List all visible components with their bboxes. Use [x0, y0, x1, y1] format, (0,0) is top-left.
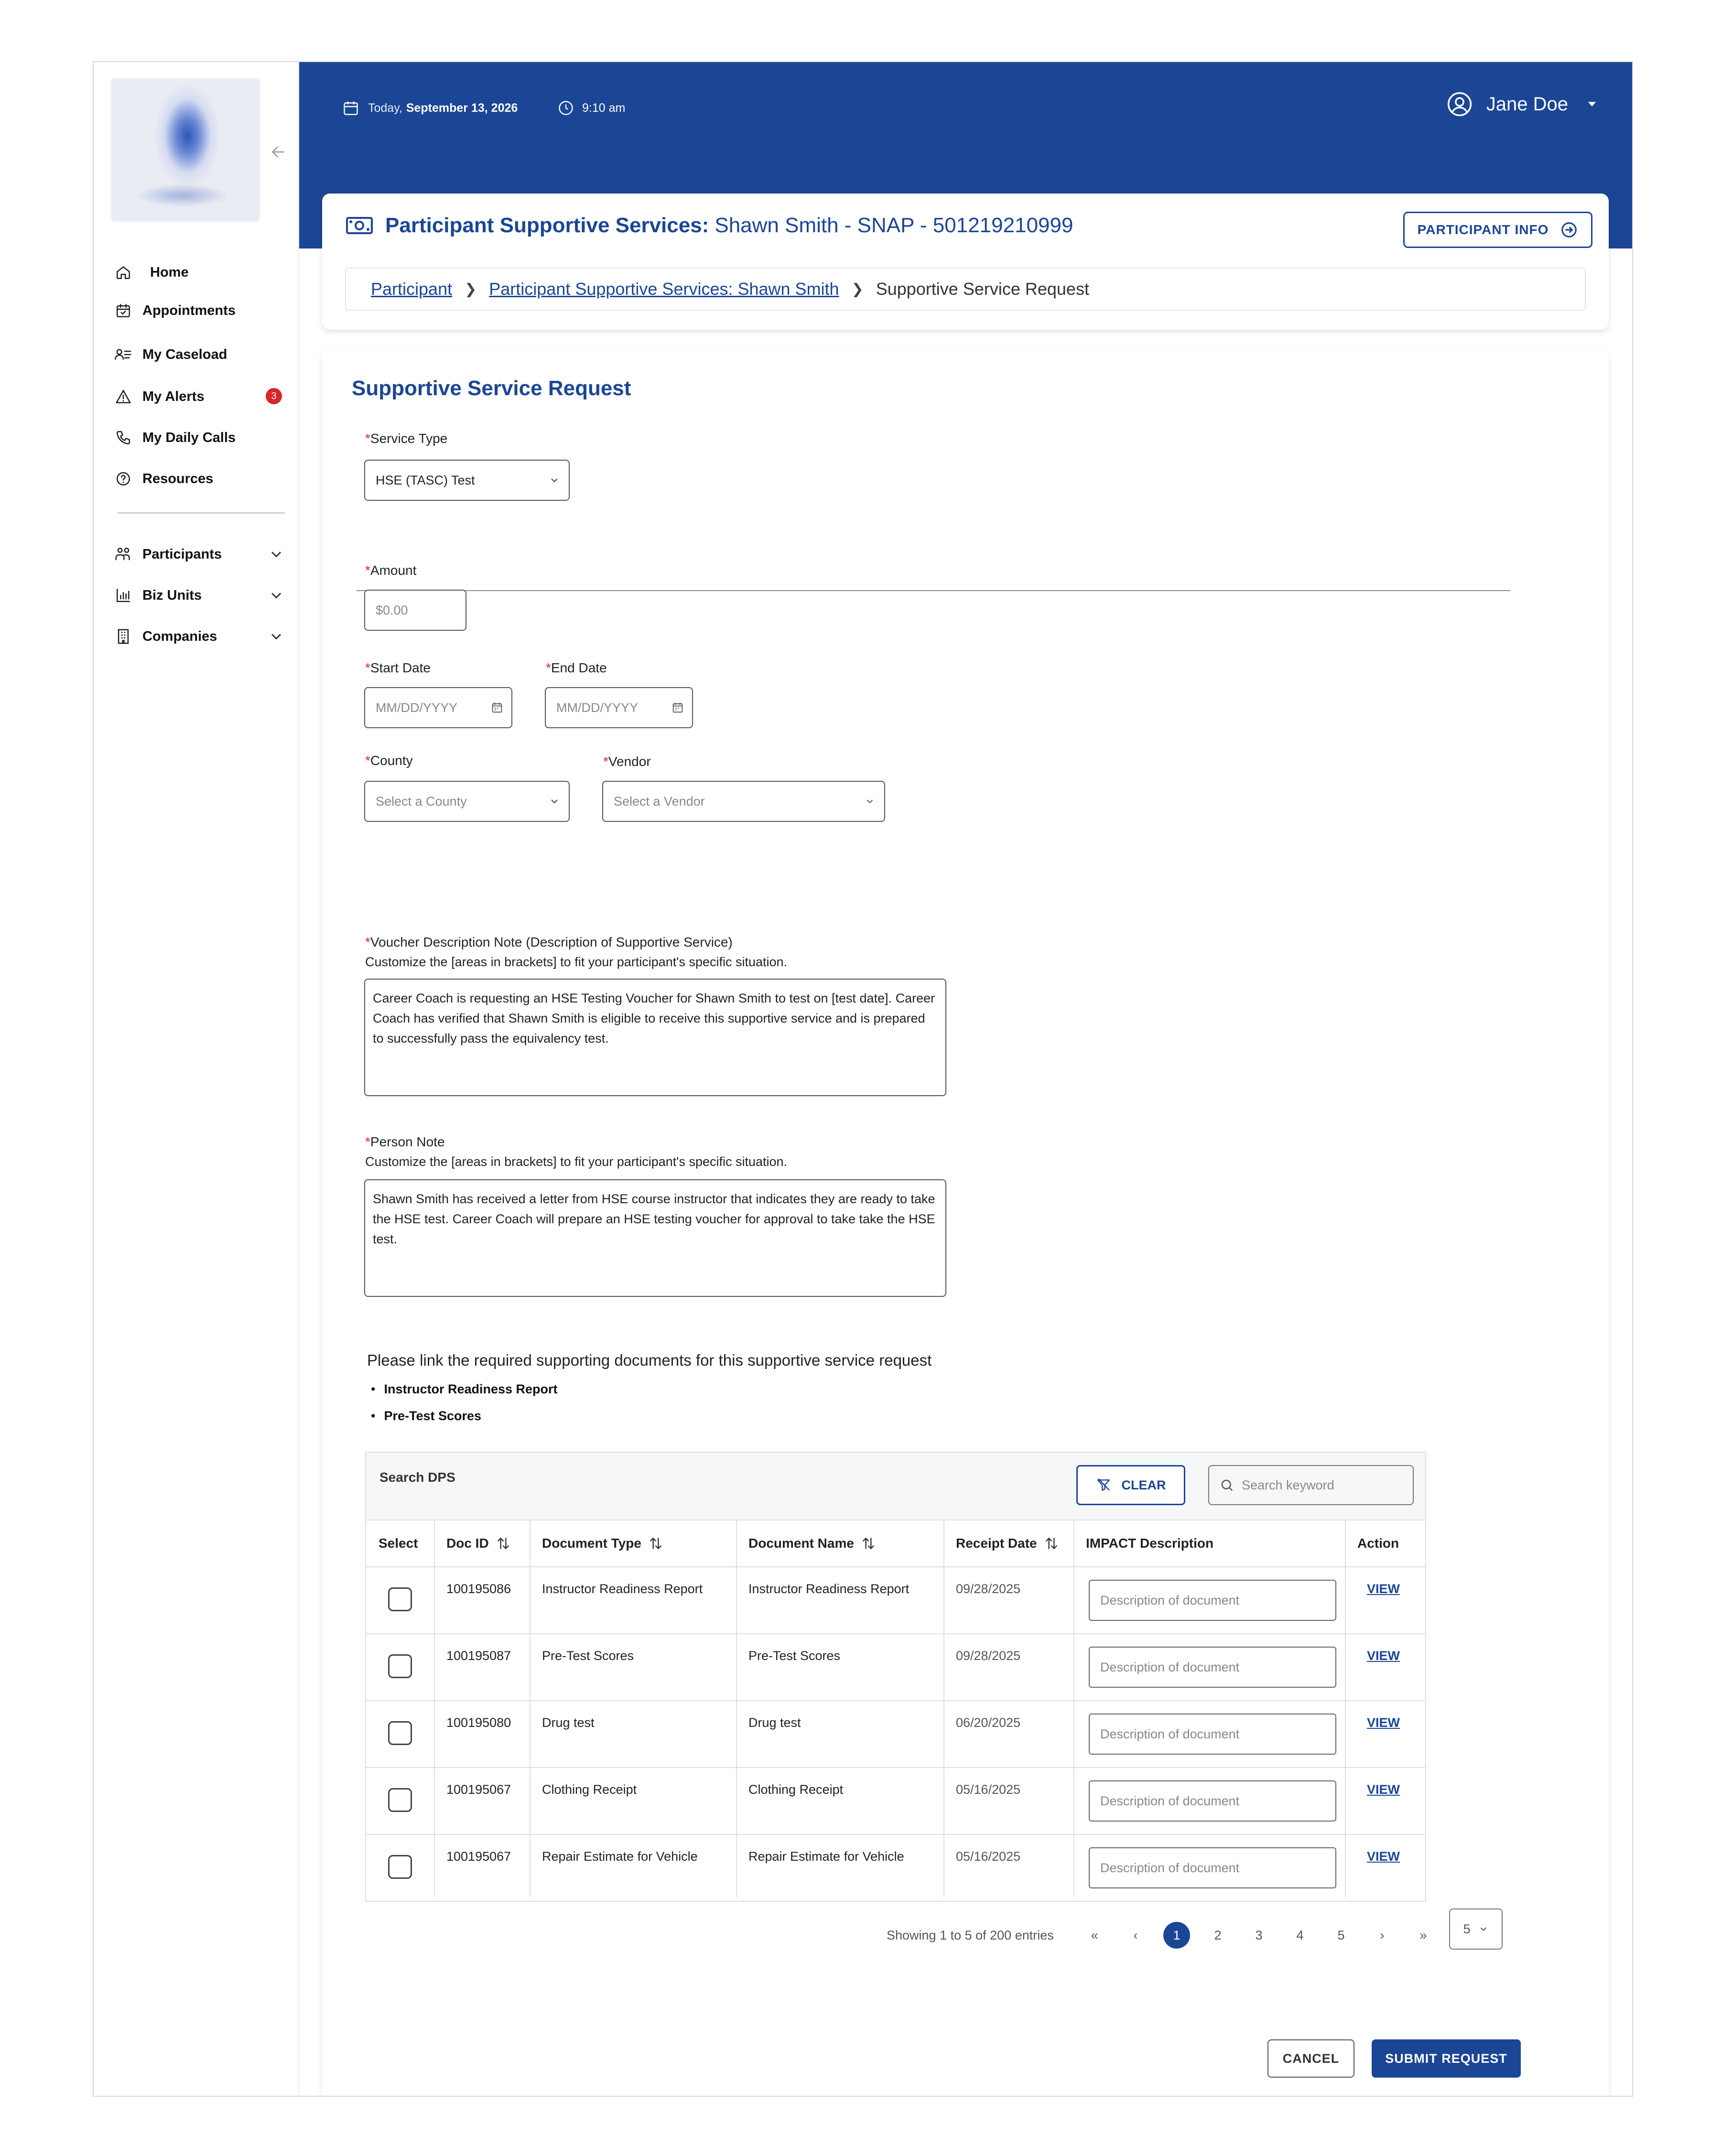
collapse-sidebar-icon[interactable] [269, 142, 288, 162]
sidebar-item-label: Participants [142, 546, 222, 562]
clear-filters-button[interactable] [1076, 1465, 1185, 1505]
column-header-select: Select [379, 1536, 418, 1551]
building-icon [113, 626, 134, 647]
sort-icon [496, 1536, 511, 1551]
last-page-icon[interactable]: » [1419, 1928, 1427, 1942]
start-date-placeholder: MM/DD/YYYY [376, 700, 458, 715]
start-date-label: *Start Date [365, 660, 431, 675]
column-header-receipt-date[interactable]: Receipt Date [943, 1520, 1073, 1566]
cell-doc-id: 100195067 [446, 1849, 511, 1864]
chevron-right-icon: ❯ [851, 281, 864, 297]
cell-document-type: Pre-Test Scores [542, 1649, 634, 1663]
clear-label: CLEAR [1121, 1477, 1166, 1492]
column-divider [434, 1520, 435, 1897]
cell-doc-id: 100195087 [446, 1649, 511, 1663]
column-divider [943, 1520, 944, 1897]
sidebar-item-appointments[interactable] [113, 296, 285, 325]
cell-document-type: Instructor Readiness Report [542, 1582, 703, 1596]
next-page-icon[interactable]: › [1380, 1928, 1385, 1942]
column-divider [1345, 1520, 1346, 1897]
time-value: 9:10 am [582, 101, 626, 115]
caseload-icon [113, 344, 134, 365]
person-note-label: *Person Note [365, 1134, 445, 1149]
cancel-button[interactable]: CANCEL [1267, 2039, 1354, 2078]
table-toolbar [366, 1453, 1425, 1520]
column-divider [530, 1520, 531, 1897]
amount-label: *Amount [365, 563, 417, 578]
cell-doc-id: 100195080 [446, 1715, 511, 1730]
column-divider [1073, 1520, 1074, 1897]
cell-receipt-date: 06/20/2025 [956, 1715, 1021, 1730]
vendor-label: *Vendor [603, 754, 651, 769]
vendor-placeholder: Select a Vendor [614, 794, 705, 808]
breadcrumb-current: Supportive Service Request [876, 279, 1089, 299]
current-date [342, 99, 518, 117]
calendar-icon[interactable] [483, 701, 511, 714]
first-page-icon[interactable]: « [1091, 1928, 1098, 1942]
sidebar-item-my-caseload[interactable] [113, 340, 285, 369]
view-document-link[interactable]: VIEW [1367, 1782, 1400, 1797]
chevron-down-icon [856, 796, 884, 807]
current-time [557, 99, 625, 117]
bar-chart-icon [113, 585, 134, 606]
calendar-check-icon [113, 300, 134, 321]
service-type-select[interactable] [364, 460, 570, 501]
sidebar-divider [118, 512, 285, 514]
organization-logo [111, 78, 260, 222]
table-row [366, 1701, 1425, 1768]
cell-receipt-date: 05/16/2025 [956, 1782, 1021, 1797]
sidebar-item-label: Biz Units [142, 587, 202, 603]
page-5[interactable]: 5 [1337, 1928, 1345, 1942]
submit-request-button[interactable]: SUBMIT REQUEST [1372, 2039, 1521, 2078]
description-input[interactable]: Description of document [1089, 1580, 1336, 1621]
cell-doc-id: 100195086 [446, 1582, 511, 1596]
person-note-textarea[interactable]: Shawn Smith has received a letter from HSE course instructor that indicates they are ready to take the HSE test. Career Coach will prepare an HSE testing voucher for approval to take take the HSE test. [364, 1179, 946, 1297]
end-date-input[interactable] [545, 687, 693, 728]
sidebar [94, 62, 299, 2096]
cell-document-name: Drug test [748, 1715, 801, 1730]
table-row [366, 1768, 1425, 1835]
breadcrumb-supportive-services[interactable]: Participant Supportive Services: Shawn Smith [489, 279, 839, 299]
chevron-down-icon [540, 796, 569, 807]
sidebar-item-label: My Alerts [142, 388, 205, 404]
sidebar-item-label: My Daily Calls [142, 430, 236, 445]
description-input[interactable]: Description of document [1089, 1780, 1336, 1822]
sort-icon [648, 1536, 663, 1551]
breadcrumb-participant[interactable]: Participant [371, 279, 453, 299]
prev-page-icon[interactable]: ‹ [1133, 1928, 1138, 1942]
calendar-icon[interactable] [663, 701, 692, 714]
search-icon [1220, 1478, 1234, 1492]
table-row [366, 1567, 1425, 1634]
search-placeholder: Search keyword [1242, 1477, 1334, 1492]
service-request-form [322, 349, 1609, 2097]
page-size-select[interactable] [1449, 1908, 1503, 1950]
sidebar-item-label: My Caseload [142, 346, 227, 362]
column-divider [736, 1520, 737, 1897]
page-title [346, 214, 1073, 237]
page-4[interactable]: 4 [1296, 1928, 1304, 1942]
sidebar-item-home[interactable] [113, 258, 285, 287]
chevron-down-icon[interactable] [1585, 97, 1599, 111]
user-name: Jane Doe [1486, 93, 1568, 115]
participant-header-card [322, 194, 1609, 330]
cell-document-name: Pre-Test Scores [748, 1649, 841, 1663]
cell-document-name: Repair Estimate for Vehicle [748, 1849, 904, 1864]
view-document-link[interactable]: VIEW [1367, 1715, 1400, 1730]
description-input[interactable]: Description of document [1089, 1714, 1336, 1755]
sidebar-item-my-alerts[interactable] [113, 382, 285, 411]
page-1[interactable]: 1 [1163, 1922, 1190, 1949]
chevron-right-icon: ❯ [465, 281, 477, 297]
alert-triangle-icon [113, 386, 134, 407]
table-body [366, 1567, 1425, 1901]
column-header-document-name[interactable]: Document Name [736, 1520, 943, 1566]
sidebar-item-companies[interactable] [113, 622, 285, 651]
dps-documents-table [365, 1452, 1426, 1902]
voucher-description-textarea[interactable]: Career Coach is requesting an HSE Testing Voucher for Shawn Smith to test on [test date]. Career Coach has verified that Shawn Smith is eligible to receive this supportive service and is prepared to successfully pass the equivalency test. [364, 979, 946, 1096]
participant-info-label: PARTICIPANT INFO [1417, 222, 1549, 237]
sidebar-item-resources[interactable] [113, 464, 285, 493]
chevron-down-icon[interactable] [268, 628, 285, 645]
start-date-input[interactable] [364, 687, 512, 728]
required-doc-item: • Instructor Readiness Report [371, 1382, 558, 1397]
row-select-checkbox[interactable] [388, 1721, 412, 1745]
column-header-action: Action [1357, 1536, 1399, 1551]
row-select-checkbox[interactable] [388, 1654, 412, 1678]
view-document-link[interactable]: VIEW [1367, 1849, 1400, 1864]
amount-input[interactable] [364, 590, 466, 631]
column-header-impact-description: IMPACT Description [1086, 1536, 1214, 1551]
chevron-down-icon [540, 474, 569, 486]
chevron-down-icon [1478, 1924, 1489, 1934]
service-type-label: *Service Type [365, 431, 448, 446]
required-doc-item: • Pre-Test Scores [371, 1409, 481, 1423]
chevron-down-icon[interactable] [268, 546, 285, 563]
cell-document-type: Clothing Receipt [542, 1782, 637, 1797]
column-header-document-type[interactable]: Document Type [530, 1520, 736, 1566]
pagination-summary: Showing 1 to 5 of 200 entries [887, 1928, 1054, 1942]
voucher-label: *Voucher Description Note (Description of Supportive Service) [365, 935, 733, 949]
vendor-select[interactable] [602, 781, 885, 822]
search-input[interactable] [1208, 1465, 1414, 1505]
sidebar-item-label: Home [150, 264, 189, 280]
cell-receipt-date: 09/28/2025 [956, 1582, 1021, 1596]
cell-document-name: Instructor Readiness Report [748, 1582, 910, 1596]
service-type-value: HSE (TASC) Test [376, 473, 475, 487]
cell-receipt-date: 05/16/2025 [956, 1849, 1021, 1864]
page-2[interactable]: 2 [1214, 1928, 1222, 1942]
row-select-checkbox[interactable] [388, 1587, 412, 1611]
county-select[interactable] [364, 781, 570, 822]
alerts-count-badge: 3 [266, 388, 282, 404]
county-placeholder: Select a County [376, 794, 467, 808]
row-select-checkbox[interactable] [388, 1788, 412, 1812]
view-document-link[interactable]: VIEW [1367, 1649, 1400, 1663]
sidebar-item-participants[interactable] [113, 540, 285, 569]
table-header [366, 1520, 1425, 1567]
cell-doc-id: 100195067 [446, 1782, 511, 1797]
row-select-checkbox[interactable] [388, 1855, 412, 1879]
voucher-helper-text: Customize the [areas in brackets] to fit your participant's specific situation. [365, 955, 788, 969]
county-label: *County [365, 753, 413, 768]
column-header-doc-id[interactable]: Doc ID [434, 1520, 530, 1566]
sort-icon [1044, 1536, 1059, 1551]
people-icon [113, 544, 134, 565]
end-date-label: *End Date [546, 660, 607, 675]
sidebar-item-label: Appointments [142, 302, 236, 318]
clock-icon [557, 99, 574, 117]
page-title-bold: Participant Supportive Services: [385, 214, 709, 237]
user-menu[interactable] [1446, 91, 1599, 118]
date-value: September 13, 2026 [406, 101, 518, 115]
sidebar-item-label: Resources [142, 471, 214, 486]
page-size-value: 5 [1463, 1921, 1471, 1936]
end-date-placeholder: MM/DD/YYYY [556, 700, 639, 715]
phone-icon [113, 427, 134, 448]
sidebar-item-my-daily-calls[interactable] [113, 423, 285, 452]
cell-document-type: Drug test [542, 1715, 595, 1730]
section-divider [357, 590, 1510, 591]
user-avatar-icon [1446, 91, 1473, 118]
filter-clear-icon [1096, 1477, 1111, 1493]
description-input[interactable]: Description of document [1089, 1847, 1336, 1888]
person-note-helper-text: Customize the [areas in brackets] to fit your participant's specific situation. [365, 1154, 788, 1169]
help-circle-icon [113, 468, 134, 489]
cell-receipt-date: 09/28/2025 [956, 1649, 1021, 1663]
page-title-participant: Shawn Smith - SNAP - 501219210999 [715, 214, 1073, 237]
cell-document-type: Repair Estimate for Vehicle [542, 1849, 698, 1864]
today-label: Today, [368, 101, 402, 115]
sidebar-item-label: Companies [142, 628, 217, 644]
app-window [93, 61, 1633, 2097]
chevron-down-icon[interactable] [268, 587, 285, 604]
description-input[interactable]: Description of document [1089, 1647, 1336, 1688]
table-row [366, 1634, 1425, 1701]
arrow-circle-right-icon [1560, 221, 1578, 239]
money-icon [346, 216, 373, 235]
table-row [366, 1835, 1425, 1901]
sort-icon [861, 1536, 876, 1551]
page-3[interactable]: 3 [1255, 1928, 1263, 1942]
view-document-link[interactable]: VIEW [1367, 1582, 1400, 1596]
form-title: Supportive Service Request [352, 377, 631, 400]
cell-document-name: Clothing Receipt [748, 1782, 844, 1797]
amount-placeholder: $0.00 [376, 603, 408, 617]
sidebar-item-biz-units[interactable] [113, 581, 285, 610]
table-title: Search DPS [379, 1470, 455, 1485]
documents-intro: Please link the required supporting documents for this supportive service request [367, 1351, 932, 1369]
home-icon [113, 262, 134, 283]
breadcrumb [345, 268, 1586, 311]
calendar-icon [342, 99, 359, 117]
participant-info-button[interactable] [1403, 212, 1592, 248]
